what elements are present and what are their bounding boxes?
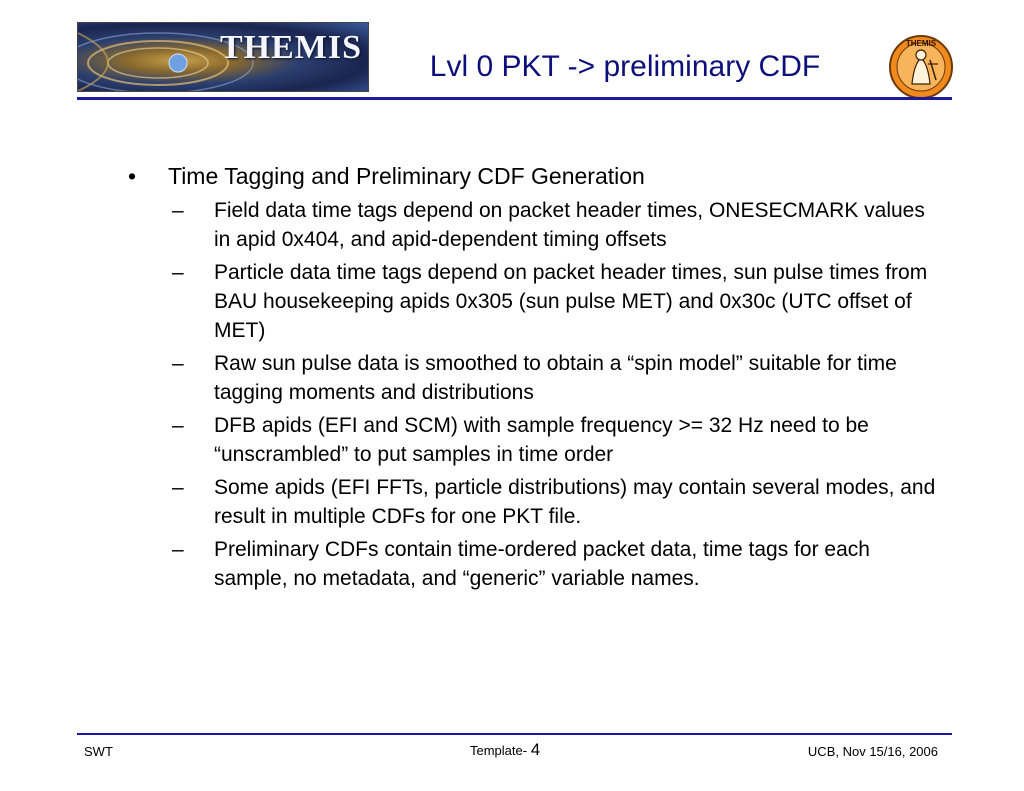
- sub-bullet: [120, 473, 940, 531]
- dash-mark: –: [172, 352, 184, 375]
- dash-mark: –: [172, 476, 184, 499]
- sub-bullet: [120, 196, 940, 254]
- slide-content: [120, 160, 940, 597]
- footer-template-label: Template-: [470, 743, 531, 758]
- sub-bullet: [120, 535, 940, 593]
- sub-bullet: [120, 349, 940, 407]
- sub-bullet-text: Particle data time tags depend on packet header times, sun pulse times from BAU housekeeping apids 0x305 (sun pulse MET) and 0x30c (UTC offset of MET): [214, 261, 928, 342]
- main-bullet: [120, 160, 940, 192]
- sub-bullet-text: Some apids (EFI FFTs, particle distributions) may contain several modes, and result in multiple CDFs for one PKT file.: [214, 476, 936, 528]
- footer-left-label: SWT: [84, 744, 113, 759]
- bullet-mark: •: [128, 163, 137, 189]
- themis-medallion-icon: [888, 34, 954, 100]
- dash-mark: –: [172, 261, 184, 284]
- logo-wordmark: THEMIS: [220, 29, 363, 66]
- sub-bullet: [120, 411, 940, 469]
- sub-bullet-list: [120, 196, 940, 593]
- footer-date: UCB, Nov 15/16, 2006: [807, 744, 938, 759]
- title-divider: [77, 97, 952, 100]
- sub-bullet-text: DFB apids (EFI and SCM) with sample frequency >= 32 Hz need to be “unscrambled” to put samples in time order: [214, 414, 869, 466]
- medallion-text: THEMIS: [905, 39, 937, 48]
- footer-page-label: [470, 740, 540, 760]
- footer-divider: [77, 733, 952, 735]
- dash-mark: –: [172, 414, 184, 437]
- main-bullet-text: Time Tagging and Preliminary CDF Generation: [168, 163, 645, 189]
- slide-title: Lvl 0 PKT -> preliminary CDF: [429, 50, 821, 83]
- sub-bullet-text: Preliminary CDFs contain time-ordered packet data, time tags for each sample, no metadata, and “generic” variable names.: [214, 538, 870, 590]
- page-number: 4: [530, 740, 541, 759]
- themis-logo-banner: [77, 22, 369, 92]
- sub-bullet-text: Raw sun pulse data is smoothed to obtain a “spin model” suitable for time tagging moments and distributions: [214, 352, 897, 404]
- sub-bullet-text: Field data time tags depend on packet header times, ONESECMARK values in apid 0x404, and apid-dependent timing offsets: [214, 199, 925, 251]
- dash-mark: –: [172, 199, 184, 222]
- sub-bullet: [120, 258, 940, 345]
- dash-mark: –: [172, 538, 184, 561]
